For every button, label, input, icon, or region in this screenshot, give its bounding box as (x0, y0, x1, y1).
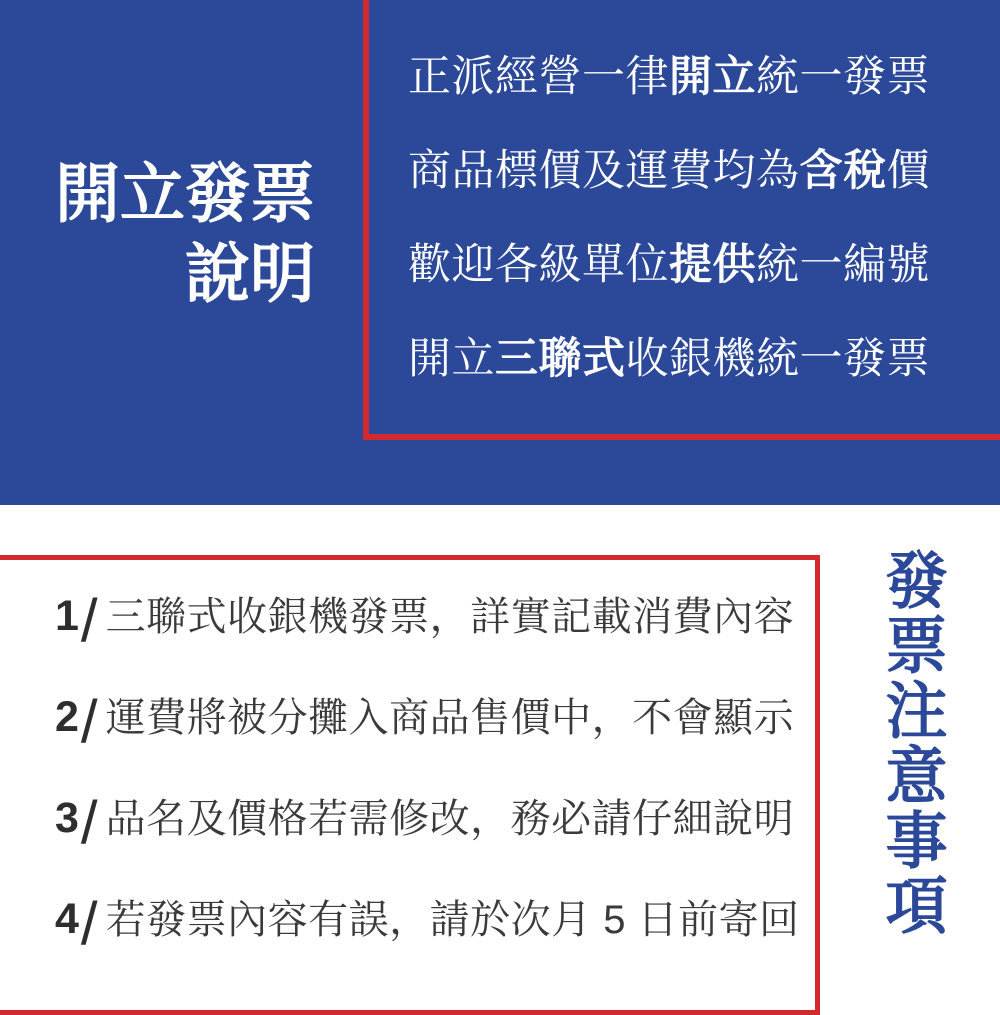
note-text: 若發票內容有誤，請於次月 5 日前寄回 (105, 898, 800, 942)
note-item-4 (55, 871, 815, 972)
page-title-line1: 開立發票 (54, 157, 315, 230)
note-slash: / (80, 789, 98, 856)
note-number: 4 (55, 895, 79, 943)
invoice-point-4: 開立三聯式收銀機統一發票 (408, 335, 930, 383)
invoice-point-1: 正派經營一律開立統一發票 (408, 53, 930, 101)
note-text: 運費將被分攤入商品售價中，不會顯示 (105, 696, 795, 740)
page-title-line2: 說明 (184, 237, 315, 310)
note-number: 1 (55, 592, 79, 640)
invoice-points-list (408, 30, 930, 406)
note-slash: / (80, 587, 98, 654)
note-text: 三聯式收銀機發票，詳實記載消費內容 (105, 595, 795, 639)
note-item-1 (55, 568, 815, 669)
note-number: 3 (55, 794, 79, 842)
note-item-2 (55, 669, 815, 770)
note-slash: / (80, 890, 98, 957)
blue-banner (0, 0, 1000, 505)
page-title (40, 154, 315, 314)
invoice-point-3: 歡迎各級單位提供統一編號 (408, 241, 930, 289)
notes-list (55, 568, 815, 972)
invoice-point-2: 商品標價及運費均為含稅價 (408, 147, 930, 195)
side-title-vertical: 發票注意事項 (876, 548, 945, 938)
note-number: 2 (55, 693, 79, 741)
note-slash: / (80, 688, 98, 755)
note-text: 品名及價格若需修改，務必請仔細說明 (105, 797, 795, 841)
note-item-3 (55, 770, 815, 871)
